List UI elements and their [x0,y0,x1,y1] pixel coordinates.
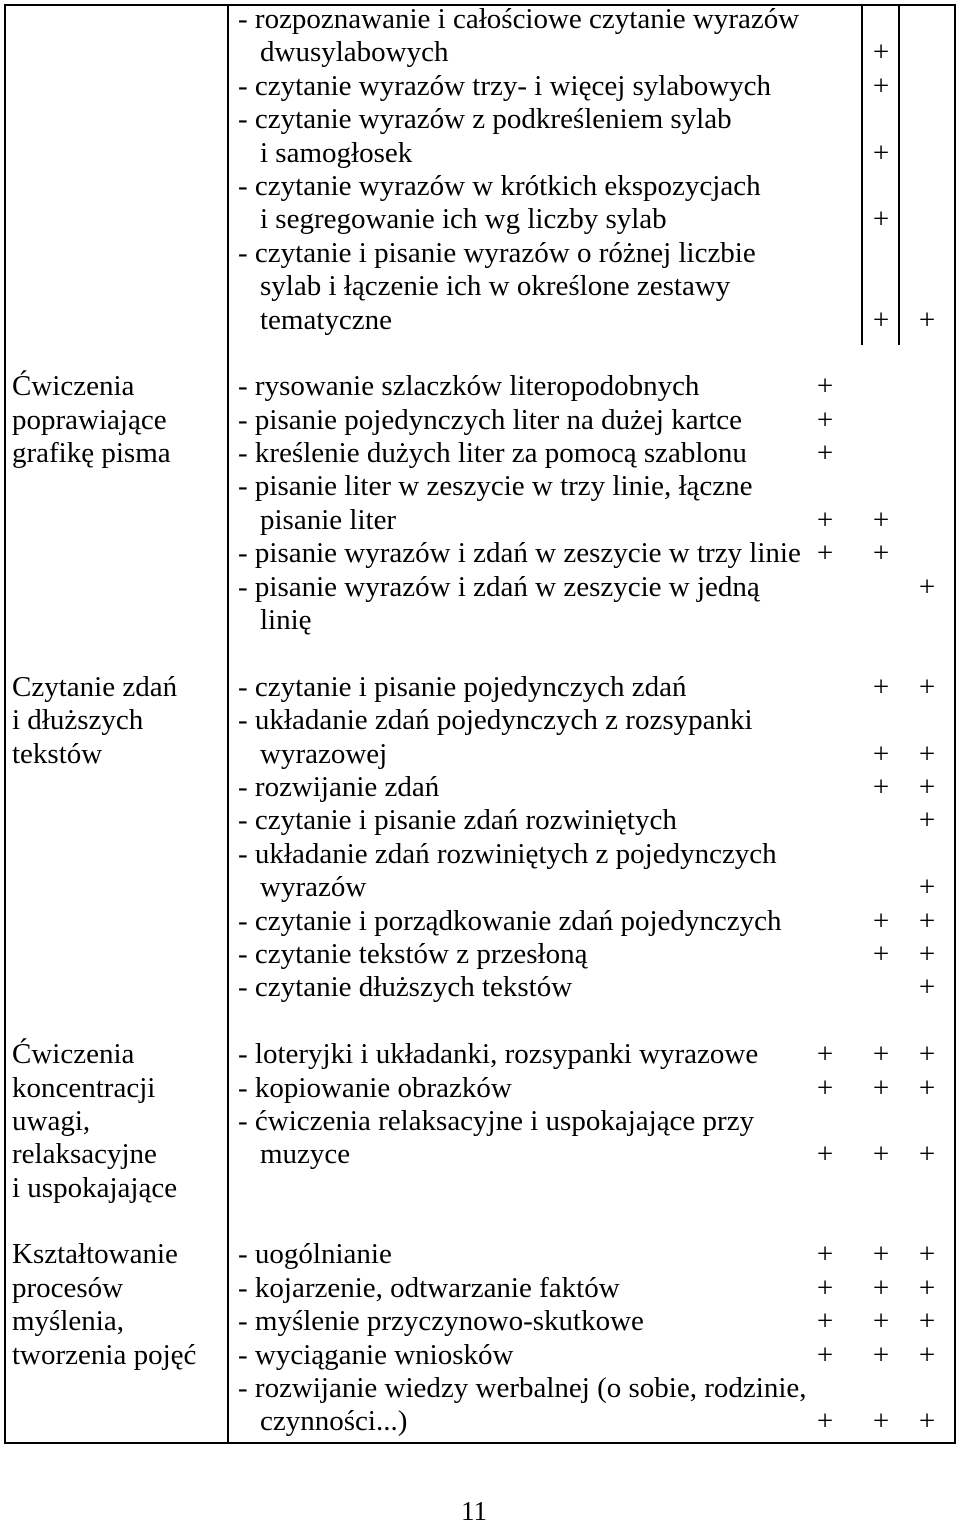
activity-text: - czytanie tekstów z przesłoną [238,937,588,970]
plus-mark: + [872,737,890,770]
plus-mark: + [918,670,936,703]
plus-mark: + [816,1138,834,1171]
activity-line [228,170,956,203]
activity-line [228,237,956,270]
activity-text: - kojarzenie, odtwarzanie faktów [238,1271,620,1304]
plus-mark: + [872,1238,890,1271]
category-line: koncentracji [12,1071,156,1104]
category-line: tworzenia pojęć [12,1338,197,1371]
plus-mark: + [816,1305,834,1338]
plus-mark: + [872,1405,890,1438]
activity-text: - kreślenie dużych liter za pomocą szablonu [238,437,747,470]
plus-mark: + [872,203,890,236]
activity-line [228,304,956,337]
activity-text: - układanie zdań rozwiniętych z pojedynczych [238,837,777,870]
category-cell [0,370,228,470]
activity-text: - układanie zdań pojedynczych z rozsypanki [238,704,753,737]
activity-line [228,1072,956,1105]
activity-text: - myślenie przyczynowo-skutkowe [238,1305,644,1338]
activity-line [228,1038,956,1071]
plus-mark: + [918,804,936,837]
plus-mark: + [872,1305,890,1338]
plus-mark: + [816,1071,834,1104]
category-line: tekstów [12,737,103,770]
activity-line [228,905,956,938]
activity-text: - ćwiczenia relaksacyjne i uspokajające przy [238,1104,755,1137]
activity-text: pisanie liter [260,503,397,536]
plus-mark: + [872,670,890,703]
plus-mark: + [918,770,936,803]
plus-mark: + [872,904,890,937]
activity-text: - uogólnianie [238,1238,392,1271]
activity-text: sylab i łączenie ich w określone zestawy [260,270,731,303]
activity-text: - pisanie wyrazów i zdań w zeszycie w jedną [238,570,760,603]
category-line: grafikę pisma [12,437,171,470]
plus-mark: + [872,537,890,570]
activity-line [228,470,956,503]
activity-text: - wyciąganie wniosków [238,1338,514,1371]
category-cell [0,671,228,771]
plus-mark: + [872,1138,890,1171]
activity-text: muzyce [260,1138,351,1171]
activity-line [228,671,956,704]
plus-mark: + [816,403,834,436]
activity-line [228,537,956,570]
activity-line [228,1272,956,1305]
plus-mark: + [918,1305,936,1338]
category-cell [0,1038,228,1205]
activity-line [228,1138,956,1171]
category-line: i dłuższych [12,704,144,737]
plus-mark: + [816,1405,834,1438]
plus-mark: + [816,370,834,403]
activity-text: - czytanie wyrazów z podkreśleniem sylab [238,103,732,136]
activity-line [228,404,956,437]
activity-line [228,1405,956,1438]
activity-text: - czytanie i pisanie pojedynczych zdań [238,670,687,703]
activity-text: - pisanie liter w zeszycie w trzy linie, łączne [238,470,753,503]
plus-mark: + [918,1071,936,1104]
activity-text: - pisanie pojedynczych liter na dużej kartce [238,403,743,436]
activity-line [228,604,956,637]
plus-mark: + [918,971,936,1004]
activity-line [228,1372,956,1405]
activity-line [228,771,956,804]
activity-text: - rozpoznawanie i całościowe czytanie wyrazów [238,3,800,35]
plus-mark: + [918,1338,936,1371]
activity-line [228,137,956,170]
activity-line [228,804,956,837]
category-line: myślenia, [12,1305,124,1338]
category-line: Ćwiczenia [12,1038,135,1071]
table-body [0,3,960,1439]
activity-text: czynności...) [260,1405,408,1438]
category-line: i uspokajające [12,1171,178,1204]
activity-line [228,1305,956,1338]
plus-mark: + [918,1238,936,1271]
plus-mark: + [816,503,834,536]
plus-mark: + [872,1338,890,1371]
category-line: Kształtowanie [12,1238,178,1271]
activity-line [228,103,956,136]
activity-line [228,704,956,737]
activities-cell [228,3,956,337]
table-row [0,671,960,1005]
activity-text: - rozwijanie zdań [238,770,440,803]
table-row [0,3,960,337]
activities-cell [228,1238,956,1438]
activities-cell [228,1038,956,1172]
activity-text: - rozwijanie wiedzy werbalnej (o sobie, rodzinie, [238,1372,807,1405]
plus-mark: + [872,1271,890,1304]
category-line: relaksacyjne [12,1138,157,1171]
activity-text: - czytanie i pisanie wyrazów o różnej liczbie [238,236,756,269]
activity-text: - pisanie wyrazów i zdań w zeszycie w trzy linie [238,537,801,570]
plus-mark: + [816,1238,834,1271]
plus-mark: + [872,136,890,169]
activity-line [228,270,956,303]
activity-line [228,3,956,36]
activity-line [228,738,956,771]
activities-cell [228,671,956,1005]
activity-line [228,971,956,1004]
activity-text: i samogłosek [260,136,413,169]
plus-mark: + [918,1271,936,1304]
activity-text: - czytanie i porządkowanie zdań pojedynczych [238,904,782,937]
activity-line [228,1105,956,1138]
plus-mark: + [918,737,936,770]
activity-text: dwusylabowych [260,36,449,69]
plus-mark: + [918,937,936,970]
plus-mark: + [872,1038,890,1071]
plus-mark: + [816,1338,834,1371]
activity-text: wyrazowej [260,737,388,770]
category-cell [0,1238,228,1372]
category-line: uwagi, [12,1104,91,1137]
activity-text: - rysowanie szlaczków literopodobnych [238,370,700,403]
activity-text: - czytanie wyrazów w krótkich ekspozycjach [238,169,761,202]
activity-text: - loteryjki i układanki, rozsypanki wyrazowe [238,1038,759,1071]
activity-line [228,70,956,103]
activity-line [228,203,956,236]
activity-line [228,504,956,537]
activity-line [228,1339,956,1372]
category-line: poprawiające [12,403,167,436]
page-number: 11 [461,1496,487,1526]
plus-mark: + [918,1038,936,1071]
activity-line [228,437,956,470]
plus-mark: + [816,1038,834,1071]
plus-mark: + [872,303,890,336]
category-line: procesów [12,1271,124,1304]
activity-text: linię [260,604,312,637]
activity-text: - czytanie wyrazów trzy- i więcej sylabowych [238,69,772,102]
plus-mark: + [816,1271,834,1304]
activity-line [228,1238,956,1271]
table-row [0,1038,960,1205]
activity-text: - czytanie i pisanie zdań rozwiniętych [238,804,677,837]
activity-text: i segregowanie ich wg liczby sylab [260,203,667,236]
category-line: Ćwiczenia [12,370,135,403]
activity-line [228,370,956,403]
plus-mark: + [918,570,936,603]
plus-mark: + [918,303,936,336]
activity-line [228,571,956,604]
plus-mark: + [872,36,890,69]
table-row [0,1238,960,1438]
table-row [0,370,960,637]
activity-text: - kopiowanie obrazków [238,1071,512,1104]
activity-text: - czytanie dłuższych tekstów [238,971,573,1004]
plus-mark: + [872,1071,890,1104]
activity-line [228,871,956,904]
activities-cell [228,370,956,637]
activity-text: wyrazów [260,871,367,904]
activity-line [228,36,956,69]
category-line: Czytanie zdań [12,670,178,703]
plus-mark: + [872,503,890,536]
plus-mark: + [816,437,834,470]
plus-mark: + [872,69,890,102]
plus-mark: + [918,1405,936,1438]
plus-mark: + [816,537,834,570]
plus-mark: + [872,937,890,970]
plus-mark: + [918,904,936,937]
plus-mark: + [872,770,890,803]
activity-line [228,838,956,871]
activity-text: tematyczne [260,303,393,336]
plus-mark: + [918,871,936,904]
plus-mark: + [918,1138,936,1171]
activity-line [228,938,956,971]
